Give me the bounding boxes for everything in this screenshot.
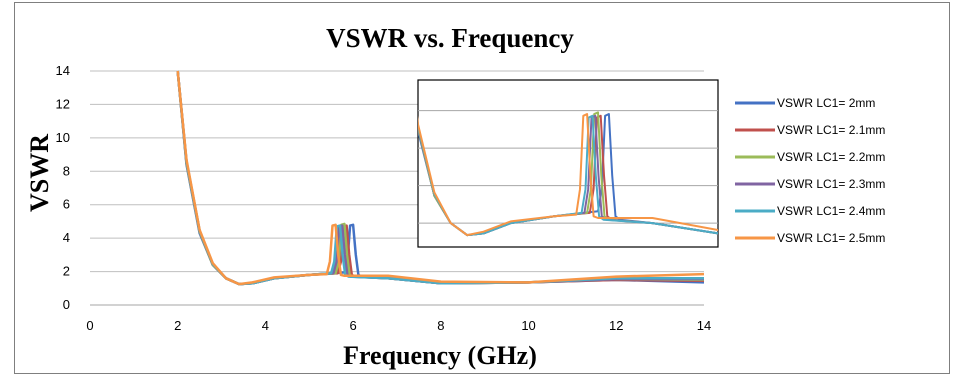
legend bbox=[735, 96, 885, 245]
x-tick-label: 4 bbox=[261, 318, 270, 333]
x-tick-labels bbox=[86, 318, 711, 333]
y-axis-label: VSWR bbox=[25, 133, 54, 213]
y-tick-label: 6 bbox=[62, 196, 70, 212]
y-tick-label: 8 bbox=[62, 163, 70, 179]
x-tick-label: 6 bbox=[349, 318, 357, 333]
x-tick-label: 12 bbox=[609, 318, 624, 333]
chart-frame bbox=[14, 2, 950, 374]
legend-label-3: VSWR LC1= 2.2mm bbox=[777, 150, 886, 164]
vswr-chart bbox=[15, 3, 949, 373]
chart-title: VSWR vs. Frequency bbox=[326, 23, 574, 53]
legend-label-5: VSWR LC1= 2.4mm bbox=[777, 204, 886, 218]
y-tick-label: 14 bbox=[55, 63, 70, 78]
legend-label-4: VSWR LC1= 2.3mm bbox=[777, 177, 886, 191]
y-tick-label: 12 bbox=[55, 96, 70, 112]
y-tick-label: 4 bbox=[62, 230, 70, 246]
x-tick-label: 8 bbox=[437, 318, 445, 333]
y-tick-label: 0 bbox=[62, 297, 70, 312]
y-tick-label: 10 bbox=[55, 129, 70, 145]
y-tick-label: 2 bbox=[62, 263, 70, 279]
legend-label-1: VSWR LC1= 2mm bbox=[777, 96, 876, 110]
legend-label-2: VSWR LC1= 2.1mm bbox=[777, 123, 886, 137]
y-tick-labels bbox=[56, 63, 70, 312]
x-tick-label: 2 bbox=[174, 318, 182, 333]
legend-label-6: VSWR LC1= 2.5mm bbox=[777, 231, 886, 245]
x-axis-label: Frequency (GHz) bbox=[343, 341, 537, 370]
x-tick-label: 0 bbox=[86, 318, 94, 333]
x-tick-label: 10 bbox=[521, 318, 536, 333]
x-tick-label: 14 bbox=[696, 318, 712, 333]
